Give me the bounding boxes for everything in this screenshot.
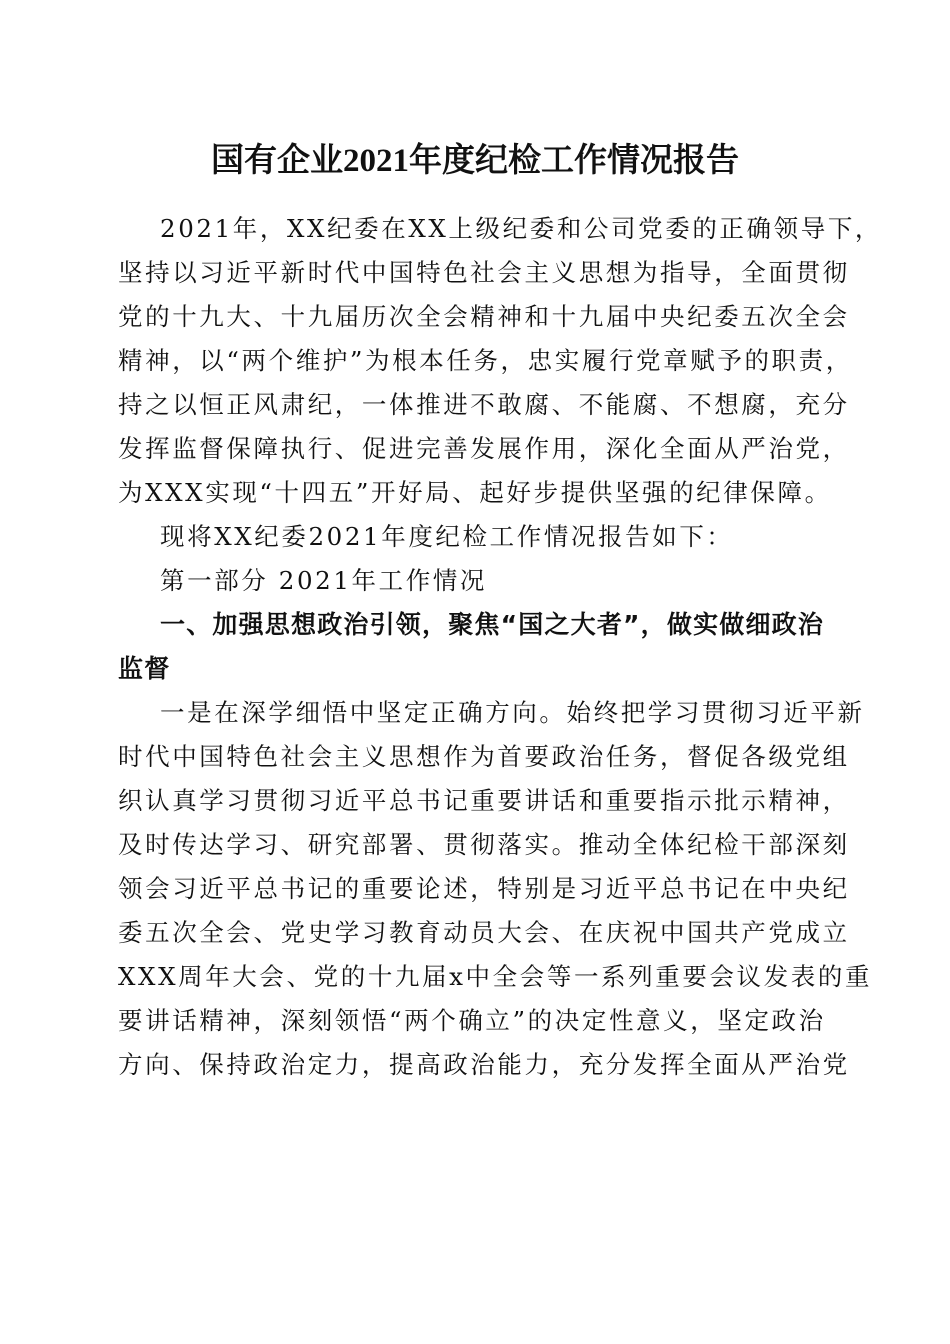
paragraph-line: XXX周年大会、党的十九届x中全会等一系列重要会议发表的重: [118, 962, 873, 991]
paragraph-line: 发挥监督保障执行、促进完善发展作用，深化全面从严治党，: [118, 434, 850, 463]
paragraph-line: 要讲话精神，深刻领悟“两个确立”的决定性意义，坚定政治: [118, 1006, 826, 1035]
paragraph-line: 时代中国特色社会主义思想作为首要政治任务，督促各级党组: [118, 742, 850, 771]
paragraph-line: 坚持以习近平新时代中国特色社会主义思想为指导，全面贯彻: [118, 258, 850, 287]
subsection-heading-continued: 监督: [118, 654, 171, 683]
paragraph-line: 持之以恒正风肃纪，一体推进不敢腐、不能腐、不想腐，充分: [118, 390, 850, 419]
paragraph-line: 一是在深学细悟中坚定正确方向。始终把学习贯彻习近平新: [160, 698, 865, 727]
document-title: 国有企业2021年度纪检工作情况报告: [211, 143, 739, 179]
paragraph-line: 委五次全会、党史学习教育动员大会、在庆祝中国共产党成立: [118, 918, 850, 947]
paragraph-line: 及时传达学习、研究部署、贯彻落实。推动全体纪检干部深刻: [118, 830, 850, 859]
paragraph-line: 方向、保持政治定力，提高政治能力，充分发挥全面从严治党: [118, 1050, 850, 1079]
paragraph-line: 精神，以“两个维护”为根本任务，忠实履行党章赋予的职责，: [118, 346, 853, 375]
subsection-heading: 一、加强思想政治引领，聚焦“国之大者”，做实做细政治: [160, 610, 825, 639]
section-heading: 第一部分 2021年工作情况: [160, 566, 488, 595]
paragraph-line: 为XXX实现“十四五”开好局、起好步提供坚强的纪律保障。: [118, 478, 832, 507]
paragraph-line: 2021年，XX纪委在XX上级纪委和公司党委的正确领导下，: [160, 214, 883, 243]
paragraph-line: 织认真学习贯彻习近平总书记重要讲话和重要指示批示精神，: [118, 786, 850, 815]
paragraph-line: 现将XX纪委2021年度纪检工作情况报告如下：: [160, 522, 734, 551]
paragraph-line: 党的十九大、十九届历次全会精神和十九届中央纪委五次全会: [118, 302, 850, 331]
paragraph-line: 领会习近平总书记的重要论述，特别是习近平总书记在中央纪: [118, 874, 850, 903]
